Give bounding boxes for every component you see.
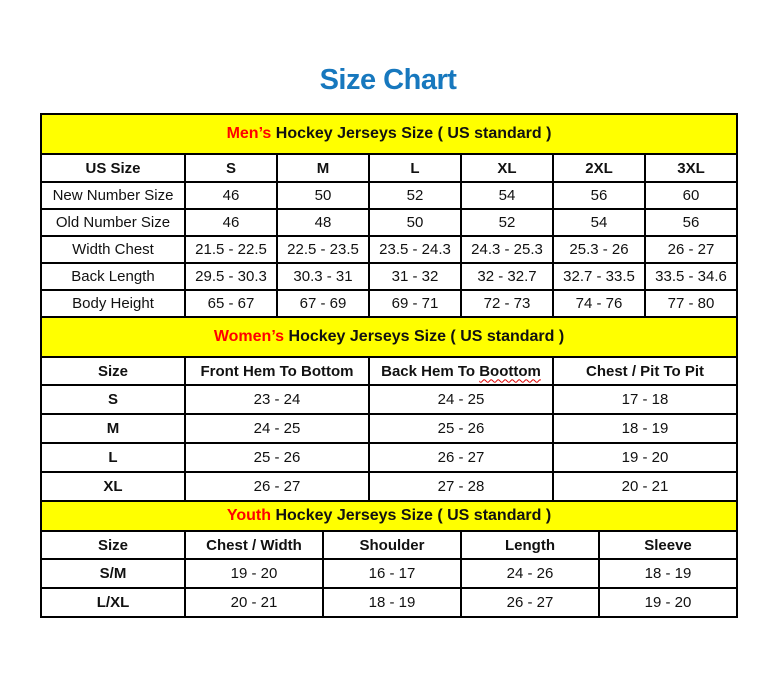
size-value-cell: 18 - 19 [323,588,461,617]
table-row [41,263,737,290]
column-header: Size [41,357,185,385]
size-value-cell: 25.3 - 26 [553,236,645,263]
row-label: Old Number Size [41,209,185,236]
men-section-header [41,114,737,154]
size-value-cell: 26 - 27 [185,472,369,501]
row-label: S/M [41,559,185,588]
size-value-cell: 19 - 20 [599,588,737,617]
row-label: Back Length [41,263,185,290]
row-label: S [41,385,185,414]
column-header: Chest / Pit To Pit [553,357,737,385]
women-section-highlight: Women’s [213,328,285,345]
size-value-cell: 23.5 - 24.3 [369,236,461,263]
column-header: L [369,154,461,182]
women-section-header-row [41,317,737,357]
men-column-header-row [41,154,737,182]
youth-section-header [41,501,737,531]
size-value-cell: 46 [185,182,277,209]
size-value-cell: 22.5 - 23.5 [277,236,369,263]
size-value-cell: 24 - 26 [461,559,599,588]
men-section-highlight: Men’s [226,125,272,142]
youth-section-title-rest: Hockey Jerseys Size ( US standard ) [271,507,552,524]
table-row [41,414,737,443]
row-label: Body Height [41,290,185,317]
size-value-cell: 26 - 27 [369,443,553,472]
size-value-cell: 26 - 27 [645,236,737,263]
row-label: Width Chest [41,236,185,263]
column-header: 3XL [645,154,737,182]
size-value-cell: 52 [369,182,461,209]
column-header: 2XL [553,154,645,182]
column-header: M [277,154,369,182]
table-row [41,588,737,617]
table-row [41,559,737,588]
table-row [41,385,737,414]
men-section-title-rest: Hockey Jerseys Size ( US standard ) [271,125,552,142]
table-row [41,443,737,472]
size-value-cell: 77 - 80 [645,290,737,317]
men-section-header-row [41,114,737,154]
row-label: L [41,443,185,472]
women-section-title-rest: Hockey Jerseys Size ( US standard ) [284,328,565,345]
size-value-cell: 67 - 69 [277,290,369,317]
size-value-cell: 23 - 24 [185,385,369,414]
women-column-header-row [41,357,737,385]
size-value-cell: 54 [461,182,553,209]
column-header: Shoulder [323,531,461,559]
size-value-cell: 46 [185,209,277,236]
row-label: XL [41,472,185,501]
column-header [369,357,553,385]
page-title: Size Chart [319,64,457,96]
row-label: New Number Size [41,182,185,209]
size-value-cell: 16 - 17 [323,559,461,588]
size-value-cell: 48 [277,209,369,236]
men-size-table [40,113,738,318]
youth-section-highlight: Youth [226,507,272,524]
size-value-cell: 32.7 - 33.5 [553,263,645,290]
size-value-cell: 33.5 - 34.6 [645,263,737,290]
size-value-cell: 65 - 67 [185,290,277,317]
size-value-cell: 17 - 18 [553,385,737,414]
size-chart [40,113,736,618]
table-row [41,209,737,236]
size-value-cell: 74 - 76 [553,290,645,317]
table-row [41,472,737,501]
size-value-cell: 25 - 26 [369,414,553,443]
size-value-cell: 19 - 20 [185,559,323,588]
size-value-cell: 69 - 71 [369,290,461,317]
row-label: M [41,414,185,443]
size-value-cell: 19 - 20 [553,443,737,472]
row-label: L/XL [41,588,185,617]
size-value-cell: 20 - 21 [185,588,323,617]
column-header: US Size [41,154,185,182]
column-header: Sleeve [599,531,737,559]
size-value-cell: 20 - 21 [553,472,737,501]
size-value-cell: 18 - 19 [553,414,737,443]
size-value-cell: 72 - 73 [461,290,553,317]
size-value-cell: 50 [277,182,369,209]
size-value-cell: 30.3 - 31 [277,263,369,290]
size-value-cell: 29.5 - 30.3 [185,263,277,290]
size-value-cell: 21.5 - 22.5 [185,236,277,263]
size-value-cell: 27 - 28 [369,472,553,501]
column-header: XL [461,154,553,182]
table-row [41,290,737,317]
column-header: Length [461,531,599,559]
size-value-cell: 50 [369,209,461,236]
column-header-text: Back Hem To [381,362,480,380]
size-value-cell: 24 - 25 [369,385,553,414]
size-value-cell: 56 [645,209,737,236]
size-value-cell: 26 - 27 [461,588,599,617]
size-value-cell: 24 - 25 [185,414,369,443]
youth-column-header-row [41,531,737,559]
size-value-cell: 52 [461,209,553,236]
size-value-cell: 24.3 - 25.3 [461,236,553,263]
size-value-cell: 56 [553,182,645,209]
size-value-cell: 54 [553,209,645,236]
size-value-cell: 31 - 32 [369,263,461,290]
youth-section-header-row [41,501,737,531]
column-header: Size [41,531,185,559]
youth-size-table [40,500,738,618]
column-header: Front Hem To Bottom [185,357,369,385]
size-value-cell: 32 - 32.7 [461,263,553,290]
women-section-header [41,317,737,357]
women-size-table [40,316,738,502]
size-value-cell: 18 - 19 [599,559,737,588]
table-row [41,182,737,209]
size-value-cell: 60 [645,182,737,209]
column-header: S [185,154,277,182]
column-header: Chest / Width [185,531,323,559]
size-value-cell: 25 - 26 [185,443,369,472]
misspelled-word: Boottom [479,362,541,380]
table-row [41,236,737,263]
